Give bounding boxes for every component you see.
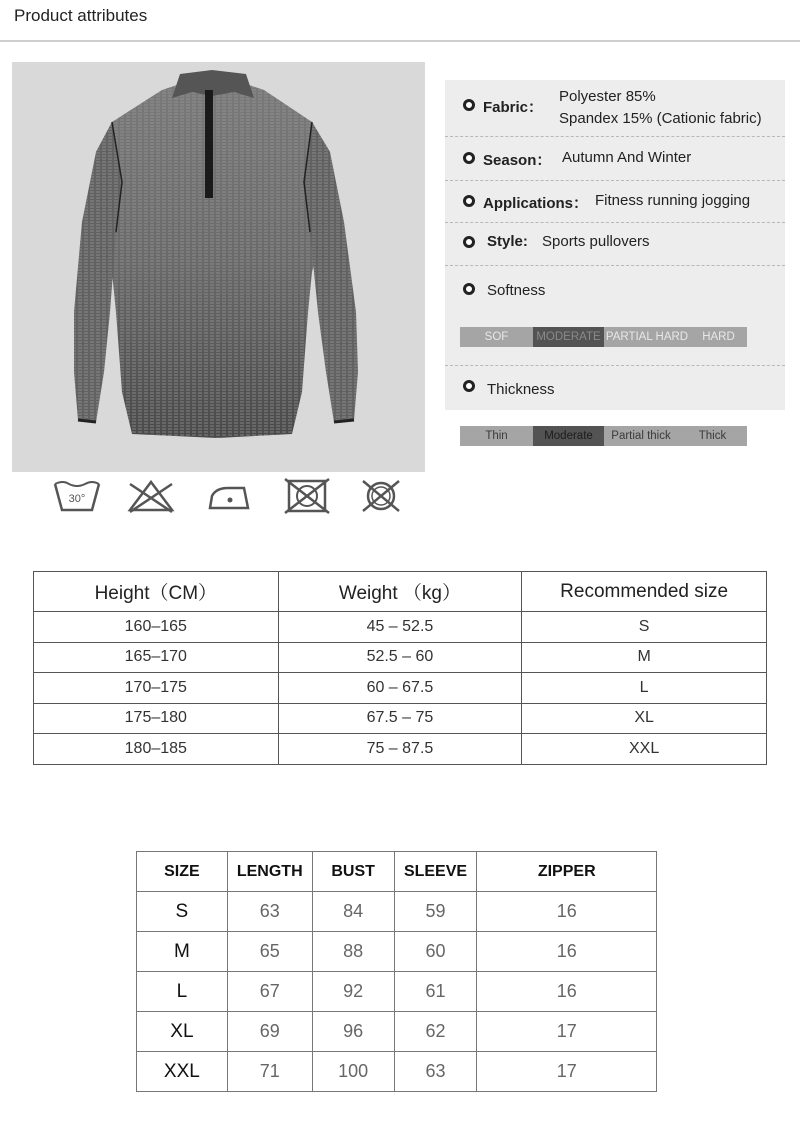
- bullet-icon: [463, 195, 475, 207]
- style-row: [445, 223, 785, 266]
- bust-cell: 84: [312, 892, 394, 932]
- header-height: Height（CM）: [34, 572, 279, 612]
- softness-option: PARTIAL HARD: [605, 331, 689, 343]
- fabric-value-line1: Polyester 85%: [559, 88, 656, 105]
- no-dry-clean-icon: [356, 478, 406, 514]
- softness-option: HARD: [702, 331, 735, 343]
- height-cell: 165–170: [34, 642, 279, 673]
- bust-cell: 96: [312, 1012, 394, 1052]
- weight-cell: 67.5 – 75: [278, 703, 522, 734]
- table-row: [137, 1012, 657, 1052]
- applications-label: Applications：: [483, 195, 589, 212]
- thickness-label: Thickness: [487, 381, 555, 398]
- zipper-cell: 16: [477, 892, 657, 932]
- attributes-panel: [445, 80, 785, 410]
- header-sleeve: SLEEVE: [394, 852, 477, 892]
- table-row: [34, 703, 767, 734]
- size-cell: XL: [522, 703, 767, 734]
- length-cell: 69: [227, 1012, 312, 1052]
- softness-option-selected: MODERATE: [533, 327, 604, 347]
- softness-row: [445, 266, 785, 366]
- iron-icon: [204, 478, 254, 514]
- size-cell: M: [137, 932, 228, 972]
- softness-label: Softness: [487, 282, 546, 299]
- thickness-row: [445, 366, 785, 410]
- header-bust: BUST: [312, 852, 394, 892]
- weight-cell: 60 – 67.5: [278, 673, 522, 704]
- size-cell: XXL: [137, 1052, 228, 1092]
- weight-cell: 75 – 87.5: [278, 734, 522, 765]
- bullet-icon: [463, 380, 475, 392]
- length-cell: 65: [227, 932, 312, 972]
- thickness-option: Thick: [698, 430, 727, 442]
- sleeve-cell: 61: [394, 972, 477, 1012]
- applications-row: [445, 181, 785, 223]
- size-measurement-table: [136, 851, 657, 1092]
- height-cell: 175–180: [34, 703, 279, 734]
- zipper-cell: 16: [477, 972, 657, 1012]
- table-row: [137, 892, 657, 932]
- size-cell: S: [522, 612, 767, 643]
- size-cell: M: [522, 642, 767, 673]
- table-row: [34, 673, 767, 704]
- size-cell: XL: [137, 1012, 228, 1052]
- height-cell: 180–185: [34, 734, 279, 765]
- bullet-icon: [463, 283, 475, 295]
- bullet-icon: [463, 99, 475, 111]
- season-value: Autumn And Winter: [562, 149, 692, 166]
- sleeve-cell: 60: [394, 932, 477, 972]
- sleeve-cell: 62: [394, 1012, 477, 1052]
- weight-cell: 45 – 52.5: [278, 612, 522, 643]
- product-photo: [12, 62, 425, 472]
- style-value: Sports pullovers: [542, 233, 650, 250]
- header-recommended-size: Recommended size: [522, 572, 767, 612]
- shirt-illustration: [12, 62, 425, 472]
- zipper-cell: 16: [477, 932, 657, 972]
- table-row: [34, 642, 767, 673]
- style-label: Style:: [487, 233, 528, 250]
- fabric-label: Fabric：: [483, 99, 544, 116]
- table-row: [137, 972, 657, 1012]
- header-length: LENGTH: [227, 852, 312, 892]
- header-size: SIZE: [137, 852, 228, 892]
- size-cell: S: [137, 892, 228, 932]
- size-recommendation-table: [33, 571, 767, 765]
- size-cell: XXL: [522, 734, 767, 765]
- bust-cell: 100: [312, 1052, 394, 1092]
- height-cell: 160–165: [34, 612, 279, 643]
- thickness-option: Thin: [485, 430, 508, 442]
- table-row: [34, 612, 767, 643]
- season-label: Season：: [483, 152, 552, 169]
- weight-cell: 52.5 – 60: [278, 642, 522, 673]
- wash-30-icon: [52, 478, 102, 514]
- no-bleach-icon: [126, 478, 176, 514]
- wash-temp-label: 30°: [68, 493, 86, 505]
- header-zipper: ZIPPER: [477, 852, 657, 892]
- bust-cell: 88: [312, 932, 394, 972]
- size-cell: L: [137, 972, 228, 1012]
- size-cell: L: [522, 673, 767, 704]
- zipper-cell: 17: [477, 1052, 657, 1092]
- softness-scale: [460, 327, 747, 347]
- length-cell: 63: [227, 892, 312, 932]
- header-divider: [0, 40, 800, 42]
- bust-cell: 92: [312, 972, 394, 1012]
- table-row: [34, 734, 767, 765]
- length-cell: 71: [227, 1052, 312, 1092]
- no-tumble-dry-icon: [282, 478, 332, 514]
- fabric-row: [445, 80, 785, 137]
- fabric-value-line2: Spandex 15% (Cationic fabric): [559, 110, 762, 127]
- table-header-row: [34, 572, 767, 612]
- season-row: [445, 137, 785, 181]
- table-row: [137, 932, 657, 972]
- page-title: Product attributes: [14, 6, 148, 25]
- thickness-scale: [460, 426, 747, 446]
- thickness-option-selected: Moderate: [533, 426, 604, 446]
- height-cell: 170–175: [34, 673, 279, 704]
- zipper-cell: 17: [477, 1012, 657, 1052]
- thickness-option: Partial thick: [611, 430, 671, 442]
- table-row: [137, 1052, 657, 1092]
- table-header-row: [137, 852, 657, 892]
- bullet-icon: [463, 236, 475, 248]
- bullet-icon: [463, 152, 475, 164]
- softness-option: SOF: [484, 331, 509, 343]
- length-cell: 67: [227, 972, 312, 1012]
- sleeve-cell: 63: [394, 1052, 477, 1092]
- applications-value: Fitness running jogging: [595, 192, 751, 209]
- header-weight: Weight （kg）: [278, 572, 522, 612]
- sleeve-cell: 59: [394, 892, 477, 932]
